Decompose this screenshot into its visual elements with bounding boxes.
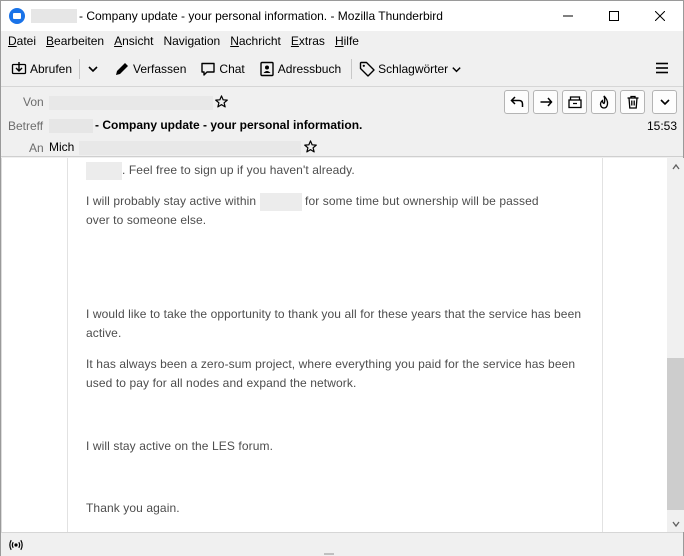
menu-hilfe-label: ilfe [343,34,359,48]
chat-label: Chat [219,62,245,76]
thunderbird-logo-icon [9,8,25,24]
menu-navigation[interactable] [158,31,225,52]
toolbar-separator [79,59,80,79]
body-paragraph: It has always been a zero-sum project, where everything you paid for the service has been used to pay for all nodes and expand the network. [86,357,576,390]
menu-hilfe-accesskey: H [334,34,344,48]
body-paragraph: I would like to take the opportunity to thank you all for these years that the service has been active. [86,307,582,340]
menu-ansicht-label: nsicht [122,34,154,48]
subject-line [49,118,362,133]
menu-nachricht[interactable] [225,31,286,52]
forward-icon [539,95,553,109]
redacted-text [86,162,122,180]
reply-button[interactable] [504,90,529,114]
menu-extras-accesskey: E [290,34,299,48]
redacted-sender-address [49,96,213,110]
menu-navigation-label-start: Navi [163,34,188,48]
scroll-up-button[interactable] [667,158,684,175]
body-paragraph [86,192,586,230]
address-book-icon [259,61,275,77]
menu-nachricht-label: achricht [238,34,281,48]
download-mail-icon [11,61,27,77]
minimize-icon [563,11,573,21]
redacted-recipient-address [79,141,301,155]
menu-datei[interactable] [3,31,41,52]
menu-ansicht-accesskey: A [114,34,123,48]
forward-button[interactable] [533,90,558,114]
reply-icon [510,95,524,109]
delete-button[interactable] [620,90,645,114]
recipient-name[interactable]: Mich [49,140,75,154]
more-actions-button[interactable] [652,90,677,114]
title-bar [1,1,683,31]
subject-text: - Company update - your personal information. [95,118,363,132]
compose-button[interactable] [110,56,190,82]
tag-icon [359,61,375,77]
addressbook-label: Adressbuch [277,62,342,76]
mail-toolbar [1,52,683,87]
online-status-icon[interactable] [9,538,23,552]
redacted-subject-prefix [49,119,93,133]
body-paragraph [86,161,586,180]
to-label: An [29,141,44,155]
menu-datei-label: atei [16,34,37,48]
toolbar-separator [351,59,352,79]
menu-bearbeiten-label: earbeiten [54,34,105,48]
menu-navigation-accesskey: g [187,34,195,48]
redacted-text [260,193,302,211]
flame-icon [597,95,611,109]
app-menu-icon[interactable] [655,61,669,75]
menu-extras[interactable] [286,31,330,52]
window-title: - Company update - your personal information. - Mozilla Thunderbird [79,9,443,23]
menu-datei-accesskey: D [8,34,17,48]
fetch-label: Abrufen [30,62,73,76]
minimize-button[interactable] [545,1,591,31]
chevron-down-icon [87,63,99,75]
chevron-up-icon [672,163,680,171]
status-bar [1,532,683,556]
message-actions [504,90,677,114]
body-text: for some time but ownership will be passed [305,194,539,208]
body-text: . Feel free to sign up if you haven't already. [122,163,355,177]
redacted-title-sender [31,9,77,23]
menu-bar [1,31,683,52]
body-paragraph: Thank you again. [86,501,180,515]
tags-button[interactable] [355,56,469,82]
maximize-icon [609,11,619,21]
chevron-down-icon [451,64,462,75]
vertical-scrollbar[interactable] [667,158,684,532]
menu-extras-label: xtras [298,34,325,48]
star-icon[interactable] [215,95,228,108]
tags-label: Schlagwörter [378,62,449,76]
fetch-dropdown-button[interactable] [83,56,106,82]
body-paragraph: I will stay active on the LES forum. [86,439,274,453]
menu-bearbeiten[interactable] [41,31,109,52]
close-button[interactable] [637,1,683,31]
scroll-down-button[interactable] [667,515,684,532]
trash-icon [626,95,640,109]
menu-hilfe[interactable] [330,31,364,52]
close-icon [655,11,665,21]
star-icon[interactable] [304,140,317,153]
pencil-icon [114,61,130,77]
body-text: I will probably stay active within [86,194,257,208]
junk-button[interactable] [591,90,616,114]
chat-bubble-icon [200,61,216,77]
menu-bearbeiten-accesskey: B [46,34,55,48]
chevron-down-icon [672,520,680,528]
from-label: Von [23,95,44,109]
menu-ansicht[interactable] [109,31,158,52]
compose-label: Verfassen [133,62,187,76]
window-controls [545,1,683,31]
menu-navigation-label-end: gation [187,34,221,48]
archive-button[interactable] [562,90,587,114]
archive-icon [568,95,582,109]
message-time: 15:53 [646,119,677,133]
menu-nachricht-accesskey: N [230,34,239,48]
message-body[interactable] [1,158,667,532]
chat-button[interactable] [196,56,248,82]
resize-grip[interactable] [324,553,334,555]
scrollbar-thumb[interactable] [667,358,684,510]
addressbook-button[interactable] [255,56,345,82]
message-header [1,88,683,157]
subject-label: Betreff [8,119,44,133]
body-text: over to someone else. [86,213,207,227]
chevron-down-icon [658,95,672,109]
maximize-button[interactable] [591,1,637,31]
fetch-button[interactable] [7,56,76,82]
